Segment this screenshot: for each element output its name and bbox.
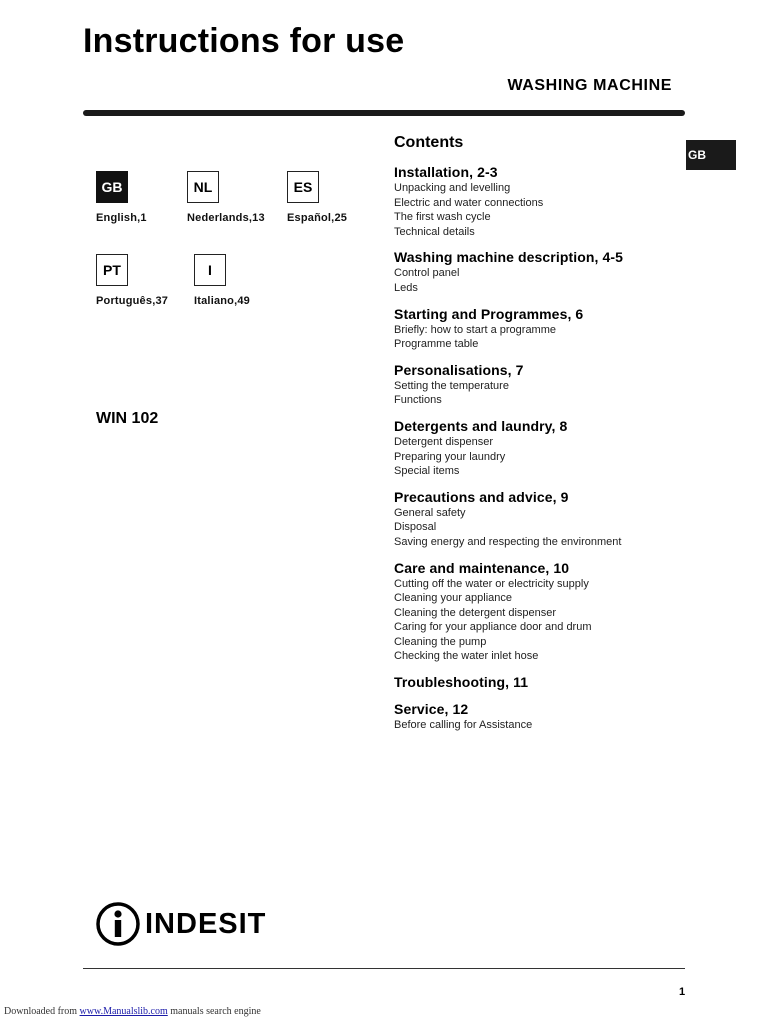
language-label: Español,25 xyxy=(287,212,348,224)
section-item[interactable]: Leds xyxy=(394,281,418,294)
section-item[interactable]: Detergent dispenser xyxy=(394,435,494,448)
section-title[interactable]: Care and maintenance, 10 xyxy=(394,559,570,576)
footer-prefix: Downloaded from xyxy=(4,1006,78,1017)
language-es[interactable] xyxy=(287,171,347,224)
section-item[interactable]: Setting the temperature xyxy=(394,379,509,392)
section-item[interactable]: Electric and water connections xyxy=(394,196,544,209)
language-code-box: PT xyxy=(96,254,128,286)
language-gb[interactable] xyxy=(96,171,147,224)
footer-divider xyxy=(83,968,685,969)
section-item[interactable]: Briefly: how to start a programme xyxy=(394,323,557,336)
section-item[interactable]: Cleaning the detergent dispenser xyxy=(394,606,557,619)
section-item[interactable]: Before calling for Assistance xyxy=(394,719,533,732)
section-item[interactable]: The first wash cycle xyxy=(394,211,491,224)
language-label: English,1 xyxy=(96,212,147,224)
header-divider xyxy=(83,110,685,116)
contents-list xyxy=(394,164,684,743)
language-label: Português,37 xyxy=(96,295,169,307)
contents-section xyxy=(394,418,684,479)
section-item[interactable]: General safety xyxy=(394,506,466,519)
section-item[interactable]: Caring for your appliance door and drum xyxy=(394,621,592,634)
contents-section xyxy=(394,560,684,665)
product-type: WASHING MACHINE xyxy=(507,77,672,94)
model-number: WIN 102 xyxy=(96,410,159,427)
language-it[interactable] xyxy=(194,254,250,307)
section-title[interactable]: Troubleshooting, 11 xyxy=(394,674,529,691)
contents-section xyxy=(394,362,684,408)
section-item[interactable]: Preparing your laundry xyxy=(394,450,506,463)
section-item[interactable]: Cutting off the water or electricity supply xyxy=(394,577,589,590)
section-title[interactable]: Detergents and laundry, 8 xyxy=(394,417,568,434)
section-item[interactable]: Cleaning the pump xyxy=(394,635,487,648)
contents-section xyxy=(394,164,684,239)
download-footer xyxy=(4,1006,261,1017)
page-title: Instructions for use xyxy=(83,22,405,60)
language-nl[interactable] xyxy=(187,171,265,224)
section-item[interactable]: Special items xyxy=(394,465,460,478)
language-code-box: NL xyxy=(187,171,219,203)
section-item[interactable]: Cleaning your appliance xyxy=(394,592,513,605)
contents-section xyxy=(394,249,684,295)
indesit-i-logo-icon xyxy=(95,901,141,947)
page-number: 1 xyxy=(679,986,686,998)
section-item[interactable]: Checking the water inlet hose xyxy=(394,650,539,663)
language-label: Italiano,49 xyxy=(194,295,250,307)
language-code-box: GB xyxy=(96,171,128,203)
contents-section xyxy=(394,306,684,352)
section-item[interactable]: Disposal xyxy=(394,521,437,534)
section-item[interactable]: Programme table xyxy=(394,338,479,351)
contents-heading: Contents xyxy=(394,134,464,151)
section-title[interactable]: Starting and Programmes, 6 xyxy=(394,305,584,322)
section-item[interactable]: Saving energy and respecting the environment xyxy=(394,535,622,548)
language-side-tab: GB xyxy=(686,140,736,170)
manualslib-link[interactable]: www.Manualslib.com xyxy=(79,1006,168,1017)
section-item[interactable]: Unpacking and levelling xyxy=(394,182,511,194)
contents-section xyxy=(394,701,684,733)
section-title[interactable]: Precautions and advice, 9 xyxy=(394,488,569,505)
language-code-box: I xyxy=(194,254,226,286)
indesit-logo xyxy=(95,901,266,947)
section-title[interactable]: Personalisations, 7 xyxy=(394,361,524,378)
language-label: Nederlands,13 xyxy=(187,212,265,224)
language-pt[interactable] xyxy=(96,254,168,307)
footer-suffix: manuals search engine xyxy=(170,1006,261,1017)
brand-name: INDESIT xyxy=(145,907,267,940)
section-title[interactable]: Washing machine description, 4-5 xyxy=(394,249,624,266)
contents-section xyxy=(394,674,684,691)
section-title[interactable]: Service, 12 xyxy=(394,701,469,718)
section-item[interactable]: Technical details xyxy=(394,225,475,238)
language-code-box: ES xyxy=(287,171,319,203)
contents-section xyxy=(394,489,684,550)
section-item[interactable]: Functions xyxy=(394,394,442,407)
section-title[interactable]: Installation, 2-3 xyxy=(394,164,498,180)
section-item[interactable]: Control panel xyxy=(394,267,460,280)
